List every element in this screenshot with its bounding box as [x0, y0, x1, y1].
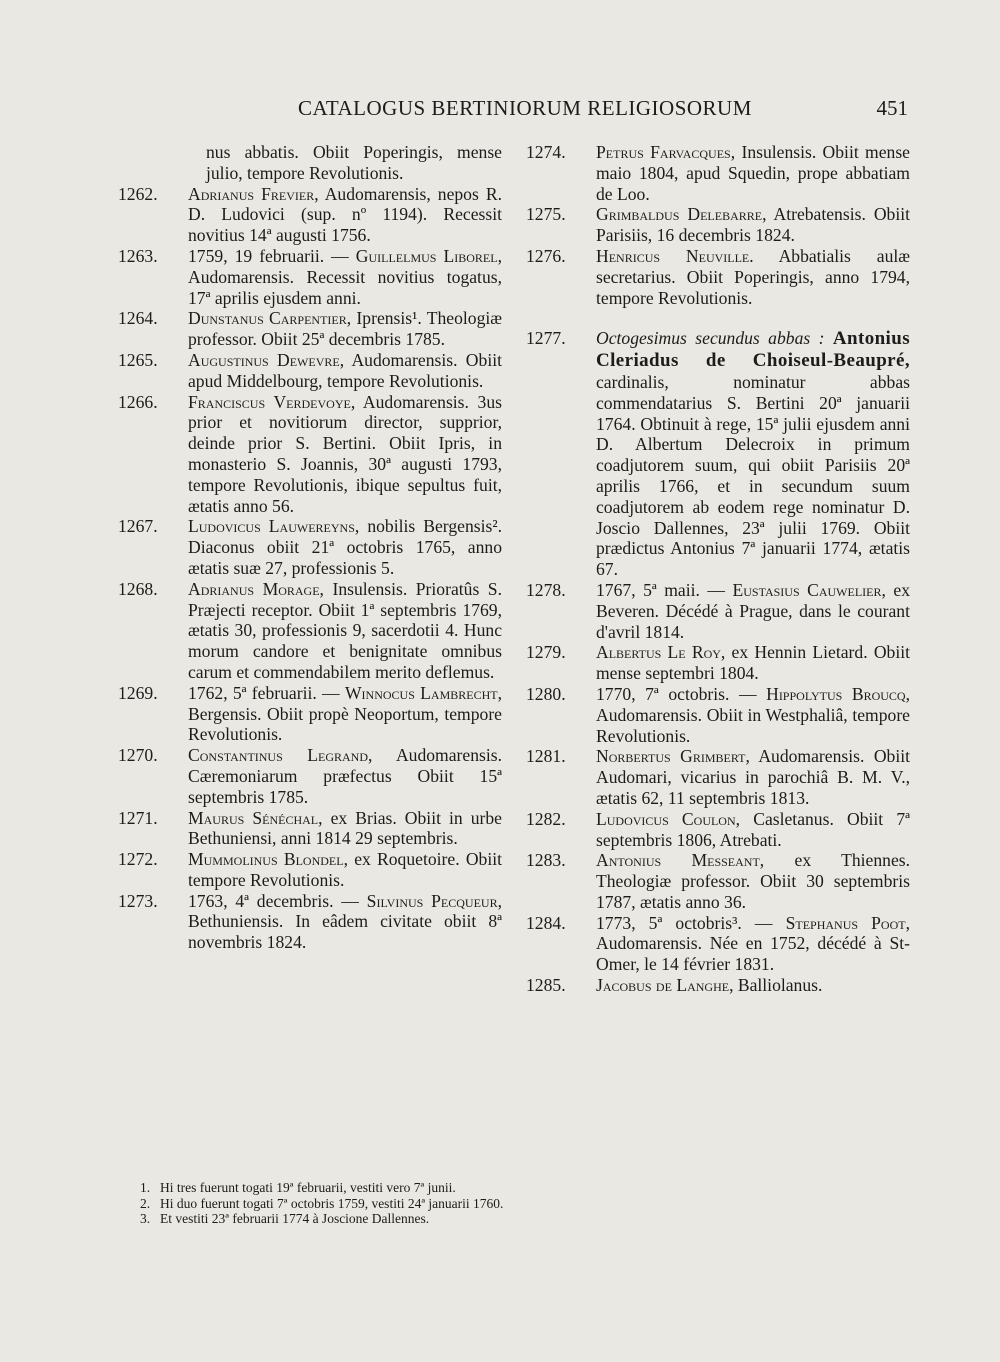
- entry-text: , Insulensis. Obiit mense maio 1804, apud Squedin, prope abbatiam de Loo.: [596, 142, 910, 204]
- entry-number: 1278.: [526, 579, 566, 600]
- footnote-text: Hi tres fuerunt togati 19ª februarii, vestiti vero 7ª junii.: [160, 1180, 456, 1195]
- abbot-heading: Octogesimus secundus abbas :: [596, 328, 833, 349]
- entry-number: 1270.: [118, 745, 158, 766]
- entry-number: 1269.: [118, 682, 158, 703]
- entry-1265: [118, 350, 502, 392]
- entry-number: 1276.: [526, 245, 566, 266]
- entry-text: , Balliolanus.: [729, 975, 823, 996]
- entry-date: 1763, 4ª decembris. —: [188, 890, 367, 911]
- religious-name: Petrus Farvacques: [596, 142, 731, 162]
- entry-1283: [526, 850, 910, 912]
- continued-entry: nus abbatis. Obiit Poperingis, mense julio, tempore Revolutionis.: [206, 142, 502, 183]
- religious-name: Guillelmus Liborel: [355, 245, 498, 266]
- religious-name: Franciscus Verdevoye: [188, 391, 351, 412]
- footnote-text: Et vestiti 23ª februarii 1774 à Joscione Dallennes.: [160, 1211, 430, 1226]
- entry-text: , Bethuniensis. In eâdem civitate obiit 8ª novembris 1824.: [188, 890, 502, 953]
- entry-text: , Audomarensis. Recessit novitius togatus, 17ª aprilis ejusdem anni.: [188, 245, 502, 308]
- entry-1285: [526, 975, 910, 996]
- entry-text: , ex Thiennes. Theologiæ professor. Obiit 30 septembris 1787, ætatis anno 36.: [596, 850, 911, 912]
- entry-text: , ex Hennin Lietard. Obiit mense septembri 1804.: [596, 642, 910, 684]
- entry-number: 1282.: [526, 808, 566, 829]
- entry-text: , Casletanus. Obiit 7ª septembris 1806, Atrebati.: [596, 808, 910, 850]
- entry-text: , Audomarensis. Cæremoniarum præfectus Obiit 15ª septembris 1785.: [188, 745, 502, 807]
- entry-text: , nobilis Bergensis². Diaconus obiit 21ª octobris 1765, anno ætatis suæ 27, professionis 5.: [188, 516, 502, 578]
- entry-1268: [118, 579, 502, 683]
- entry-text: , Audomarensis. Obiit Audomari, vicarius in parochiâ B. M. V., ætatis 62, 11 septembris 1813.: [596, 746, 910, 808]
- footnotes: [140, 1180, 840, 1227]
- right-column: [526, 142, 910, 996]
- footnote-number: 3.: [140, 1211, 151, 1226]
- religious-name: Dunstanus Carpentier: [188, 308, 347, 329]
- entry-1274: [526, 142, 910, 204]
- entry-number: 1279.: [526, 642, 566, 663]
- religious-name: Constantinus Legrand: [188, 745, 369, 766]
- entry-1272: [118, 849, 502, 891]
- entry-number: 1263.: [118, 245, 158, 266]
- religious-name: Hippolytus Broucq: [766, 683, 906, 704]
- entry-number: 1275.: [526, 204, 566, 225]
- entry-number: 1264.: [118, 308, 158, 329]
- entry-date: 1759, 19 februarii. —: [188, 245, 356, 266]
- entry-text: , Audomarensis. 3us prior et novitiorum director, supprior, deinde prior S. Bertini. Obiit Ipris, in monasterio S. Joannis, 30ª augusti 1793, tempore Revolutionis, ibique sepultus fuit, ætatis anno 56.: [188, 391, 502, 516]
- entry-number: 1284.: [526, 912, 566, 933]
- religious-name: Jacobus de Langhe: [596, 975, 730, 996]
- entry-1279: [526, 642, 910, 684]
- running-title: CATALOGUS BERTINIORUM RELIGIOSORUM: [298, 96, 752, 120]
- religious-name: Ludovicus Lauwereyns: [188, 516, 355, 537]
- religious-name: Albertus Le Roy: [596, 642, 721, 663]
- left-column: [118, 142, 502, 953]
- footnote: [140, 1211, 840, 1227]
- entry-text: , Audomarensis, nepos R. D. Ludovici (sup. nº 1194). Recessit novitius 14ª augusti 1756.: [188, 183, 503, 246]
- religious-name: Mummolinus Blondel: [188, 849, 344, 870]
- religious-name: Norbertus Grimbert: [596, 746, 746, 767]
- entry-text: , Atrebatensis. Obiit Parisiis, 16 decembris 1824.: [596, 204, 910, 246]
- abbot-name: Antonius Cleriadus de Choiseul-Beaupré,: [596, 328, 910, 372]
- entry-text: , Audomarensis. Née en 1752, décédé à St-Omer, le 14 février 1831.: [596, 912, 911, 975]
- entry-number: 1277.: [526, 328, 566, 349]
- entry-1264: [118, 308, 502, 350]
- entry-number: 1280.: [526, 683, 566, 704]
- entry-1275: [526, 204, 910, 246]
- page-number: 451: [876, 96, 908, 120]
- entry-number: 1266.: [118, 391, 158, 412]
- entry-number: 1272.: [118, 849, 158, 870]
- religious-name: Adrianus Morage: [188, 578, 320, 599]
- entry-1269: [118, 683, 502, 745]
- entry-text: , Iprensis¹. Theologiæ professor. Obiit 25ª decembris 1785.: [188, 308, 503, 350]
- spacer: [526, 308, 910, 328]
- entry-text: , Insulensis. Prioratûs S. Præjecti receptor. Obiit 1ª septembris 1769, ætatis 30, professionis 9, sacerdotii 4. Hunc morum candore et benignitate omnibus carum et commendabilem merito deflemus.: [188, 578, 502, 682]
- page-header: [188, 96, 908, 126]
- footnote-number: 1.: [140, 1180, 151, 1195]
- entry-text: , Audomarensis. Obiit apud Middelbourg, tempore Revolutionis.: [188, 349, 502, 391]
- entry-number: 1262.: [118, 183, 158, 204]
- religious-name: Stephanus Poot: [785, 912, 906, 933]
- entry-date: 1762, 5ª februarii. —: [188, 682, 345, 703]
- entry-1280: [526, 684, 910, 746]
- entry-number: 1285.: [526, 975, 566, 996]
- entry-1270: [118, 745, 502, 807]
- entry-1284: [526, 913, 910, 975]
- entry-1278: [526, 580, 910, 642]
- entry-text: , Bergensis. Obiit propè Neoportum, tempore Revolutionis.: [188, 682, 502, 745]
- entry-1266: [118, 392, 502, 517]
- footnote: [140, 1196, 840, 1212]
- entry-date: 1770, 7ª octobris. —: [596, 683, 767, 704]
- religious-name: Grimbaldus Delebarre: [596, 204, 763, 225]
- entry-date: 1767, 5ª maii. —: [596, 579, 733, 600]
- entry-1276: [526, 246, 910, 308]
- entry-text: , ex Brias. Obiit in urbe Bethuniensi, anni 1814 29 septembris.: [188, 807, 502, 849]
- entry-text: . Abbatialis aulæ secretarius. Obiit Poperingis, anno 1794, tempore Revolutionis.: [596, 245, 910, 308]
- footnote-number: 2.: [140, 1195, 151, 1211]
- entry-date: 1773, 5ª octobris³. —: [596, 912, 786, 933]
- entry-1263: [118, 246, 502, 308]
- entry-1271: [118, 808, 502, 850]
- entry-number: 1271.: [118, 807, 158, 828]
- religious-name: Maurus Sénéchal: [188, 807, 319, 828]
- entry-number: 1267.: [118, 516, 158, 537]
- entry-number: 1265.: [118, 349, 158, 370]
- religious-name: Winnocus Lambrecht: [344, 682, 498, 703]
- entry-text: , ex Roquetoire. Obiit tempore Revolutionis.: [188, 849, 502, 890]
- entry-number: 1283.: [526, 850, 566, 871]
- religious-name: Eustasius Cauwelier: [732, 579, 882, 600]
- entry-1267: [118, 516, 502, 578]
- footnote-text: Hi duo fuerunt togati 7ª octobris 1759, vestiti 24ª januarii 1760.: [160, 1195, 504, 1211]
- entry-1273: [118, 891, 502, 953]
- entry-number: 1273.: [118, 890, 158, 911]
- entry-text: , Audomarensis. Obiit in Westphaliâ, tempore Revolutionis.: [596, 683, 910, 746]
- entry-number: 1281.: [526, 746, 566, 767]
- entry-text: , ex Beveren. Décédé à Prague, dans le courant d'avril 1814.: [596, 579, 910, 642]
- entry-1262: [118, 184, 502, 246]
- entry-1282: [526, 809, 910, 851]
- entry-number: 1268.: [118, 578, 158, 599]
- entry-1277: [526, 328, 910, 580]
- religious-name: Henricus Neuville: [596, 245, 750, 266]
- entry-number: 1274.: [526, 142, 566, 162]
- entry-text: cardinalis, nominatur abbas commendatarius S. Bertini 20ª januarii 1764. Obtinuit à rege, 15ª julii ejusdem anni D. Albertum Delecroix in primum coadjutorem suum, qui obiit Parisiis 20ª aprilis 1766, et in secundum suum coadjutorem ab eodem rege nominatur D. Joscio Dallennes, 23ª julii 1769. Obiit prædictus Antonius 7ª januarii 1774, ætatis 67.: [596, 371, 910, 580]
- footnote: [140, 1180, 840, 1196]
- religious-name: Adrianus Frevier: [188, 183, 315, 204]
- religious-name: Silvinus Pecqueur: [366, 890, 498, 911]
- religious-name: Augustinus Dewevre: [188, 349, 340, 370]
- religious-name: Antonius Messeant: [596, 850, 760, 871]
- entry-1281: [526, 746, 910, 808]
- religious-name: Ludovicus Coulon: [596, 808, 736, 829]
